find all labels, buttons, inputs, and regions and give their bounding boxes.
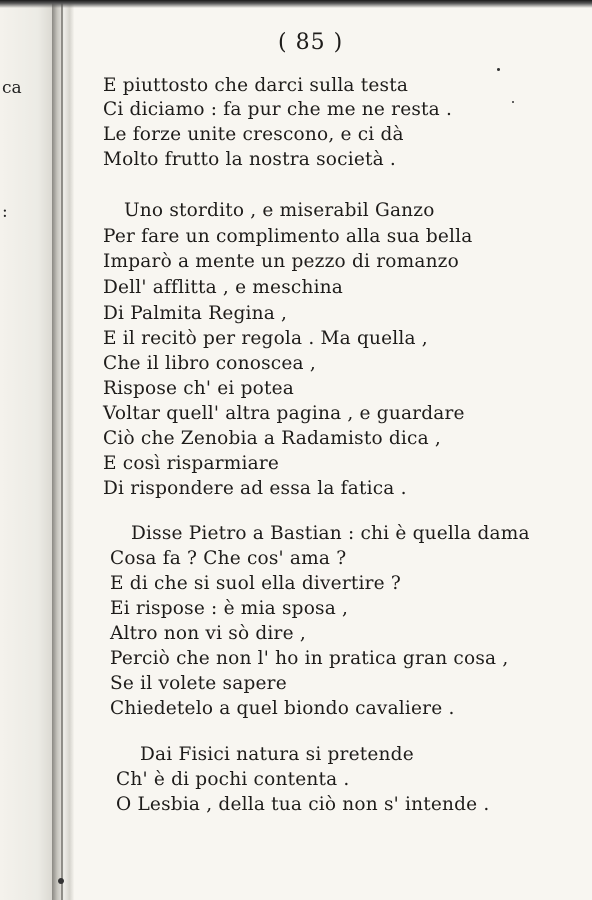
verse-line: Le forze unite crescono, e ci dà xyxy=(103,124,404,145)
verse-line: Chiedetelo a quel biondo cavaliere . xyxy=(110,698,455,719)
verse-line: E di che si suol ella divertire ? xyxy=(110,573,402,594)
verse-line: Dai Fisici natura si pretende xyxy=(140,744,414,765)
verse-line: Che il libro conoscea , xyxy=(103,353,316,374)
facing-page-fragment: : xyxy=(2,202,8,222)
verse-line: Altro non vi sò dire , xyxy=(110,623,306,644)
facing-page-fragment: ca xyxy=(2,78,22,98)
book-gutter xyxy=(52,0,74,900)
gutter-fold-line xyxy=(61,0,63,900)
verse-line: Ci diciamo : fa pur che me ne resta . xyxy=(103,99,453,120)
facing-page-edge xyxy=(0,0,54,900)
verse-line: Se il volete sapere xyxy=(110,673,287,694)
paper-speck xyxy=(512,101,514,103)
verse-line: Ch' è di pochi contenta . xyxy=(116,769,350,790)
verse-line: Di rispondere ad essa la fatica . xyxy=(103,478,407,499)
paper-speck xyxy=(58,878,64,884)
verse-line: Cosa fa ? Che cos' ama ? xyxy=(110,548,347,569)
verse-line: Voltar quell' altra pagina , e guardare xyxy=(103,403,465,424)
verse-line: Molto frutto la nostra società . xyxy=(103,149,396,170)
verse-line: Perciò che non l' ho in pratica gran cosa , xyxy=(110,648,509,669)
verse-line: Disse Pietro a Bastian : chi è quella dama xyxy=(131,523,530,544)
verse-line: Di Palmita Regina , xyxy=(103,303,288,324)
verse-line: Imparò a mente un pezzo di romanzo xyxy=(103,251,459,272)
verse-line: Rispose ch' ei potea xyxy=(103,378,295,399)
verse-line: Dell' afflitta , e meschina xyxy=(103,277,344,298)
verse-line: Per fare un complimento alla sua bella xyxy=(103,226,473,247)
verse-line: E il recitò per regola . Ma quella , xyxy=(103,328,428,349)
verse-line: Uno stordito , e miserabil Ganzo xyxy=(124,200,435,221)
page-number: ( 85 ) xyxy=(278,30,344,55)
paper-speck xyxy=(497,68,500,71)
verse-line: O Lesbia , della tua ciò non s' intende . xyxy=(116,794,490,815)
scan-top-shadow xyxy=(0,0,592,8)
verse-line: Ei rispose : è mia sposa , xyxy=(110,598,349,619)
verse-line: E piuttosto che darci sulla testa xyxy=(103,75,409,96)
verse-line: Ciò che Zenobia a Radamisto dica , xyxy=(103,428,442,449)
verse-line: E così risparmiare xyxy=(103,453,280,474)
